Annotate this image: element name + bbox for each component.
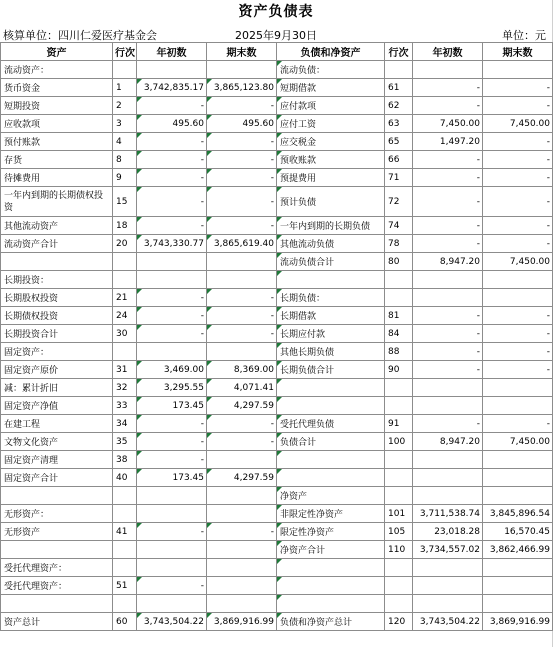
table-row xyxy=(1,379,553,397)
table-row xyxy=(1,271,553,289)
table-row xyxy=(1,595,553,613)
asset-closing xyxy=(207,577,277,595)
asset-opening: 173.45 xyxy=(137,397,207,415)
asset-closing: 8,369.00 xyxy=(207,361,277,379)
asset-closing xyxy=(207,595,277,613)
asset-item: 长期股权投资 xyxy=(1,289,113,307)
liability-item: 负债和净资产总计 xyxy=(277,613,385,631)
liability-opening xyxy=(413,397,483,415)
liability-line-no: 81 xyxy=(385,307,413,325)
header-row xyxy=(1,43,553,61)
liability-opening: 3,711,538.74 xyxy=(413,505,483,523)
header-assets: 资产 xyxy=(1,43,113,61)
asset-item: 受托代理资产： xyxy=(1,577,113,595)
org-label: 核算单位：四川仁爱医疗基金会 xyxy=(3,29,157,42)
asset-opening: - xyxy=(137,187,207,217)
liability-closing xyxy=(483,397,553,415)
asset-closing: 495.60 xyxy=(207,115,277,133)
liability-closing: - xyxy=(483,217,553,235)
liability-opening: 1,497.20 xyxy=(413,133,483,151)
asset-closing xyxy=(207,559,277,577)
sheet-meta xyxy=(0,24,552,42)
liability-item: 预计负债 xyxy=(277,187,385,217)
liability-line-no: 80 xyxy=(385,253,413,271)
asset-closing: 4,297.59 xyxy=(207,469,277,487)
liability-item: 受托代理负债 xyxy=(277,415,385,433)
asset-opening: - xyxy=(137,307,207,325)
liability-closing: 3,845,896.54 xyxy=(483,505,553,523)
table-row xyxy=(1,577,553,595)
liability-closing xyxy=(483,577,553,595)
liability-item: 应付工资 xyxy=(277,115,385,133)
asset-line-no: 21 xyxy=(113,289,137,307)
liability-item: 限定性净资产 xyxy=(277,523,385,541)
asset-item: 应收款项 xyxy=(1,115,113,133)
asset-closing: - xyxy=(207,187,277,217)
asset-line-no: 32 xyxy=(113,379,137,397)
liability-item: 预提费用 xyxy=(277,169,385,187)
asset-opening: - xyxy=(137,415,207,433)
liability-closing: 7,450.00 xyxy=(483,253,553,271)
liability-line-no xyxy=(385,595,413,613)
liability-opening: - xyxy=(413,361,483,379)
asset-opening: - xyxy=(137,289,207,307)
asset-item: 减：累计折旧 xyxy=(1,379,113,397)
table-row xyxy=(1,451,553,469)
liability-item: 长期负债： xyxy=(277,289,385,307)
liability-closing xyxy=(483,469,553,487)
liability-opening: 7,450.00 xyxy=(413,115,483,133)
liability-closing: 16,570.45 xyxy=(483,523,553,541)
asset-item: 受托代理资产： xyxy=(1,559,113,577)
table-row xyxy=(1,61,553,79)
liability-closing: - xyxy=(483,307,553,325)
asset-item: 其他流动资产 xyxy=(1,217,113,235)
liability-closing xyxy=(483,451,553,469)
header-liabilities: 负债和净资产 xyxy=(277,43,385,61)
asset-line-no: 2 xyxy=(113,97,137,115)
liability-opening: - xyxy=(413,307,483,325)
liability-item: 长期应付款 xyxy=(277,325,385,343)
liability-line-no: 84 xyxy=(385,325,413,343)
asset-closing: 4,297.59 xyxy=(207,397,277,415)
asset-line-no: 40 xyxy=(113,469,137,487)
liability-opening: 3,743,504.22 xyxy=(413,613,483,631)
table-row xyxy=(1,307,553,325)
header-opening: 年初数 xyxy=(137,43,207,61)
liability-line-no: 71 xyxy=(385,169,413,187)
liability-closing xyxy=(483,559,553,577)
asset-line-no: 31 xyxy=(113,361,137,379)
asset-line-no: 20 xyxy=(113,235,137,253)
liability-opening: 23,018.28 xyxy=(413,523,483,541)
liability-closing: - xyxy=(483,79,553,97)
liability-opening: - xyxy=(413,151,483,169)
asset-opening: 3,742,835.17 xyxy=(137,79,207,97)
liability-opening: - xyxy=(413,217,483,235)
liability-line-no xyxy=(385,451,413,469)
asset-opening xyxy=(137,505,207,523)
liability-item: 流动负债合计 xyxy=(277,253,385,271)
liability-opening xyxy=(413,451,483,469)
liability-item: 其他长期负债 xyxy=(277,343,385,361)
asset-opening: - xyxy=(137,433,207,451)
asset-closing: - xyxy=(207,289,277,307)
report-date: 2025年9月30日 xyxy=(235,29,317,42)
asset-closing xyxy=(207,505,277,523)
asset-opening: - xyxy=(137,325,207,343)
liability-opening: - xyxy=(413,187,483,217)
asset-opening: - xyxy=(137,97,207,115)
liability-opening xyxy=(413,559,483,577)
liability-opening xyxy=(413,271,483,289)
liability-line-no xyxy=(385,397,413,415)
asset-item: 资产总计 xyxy=(1,613,113,631)
asset-line-no: 60 xyxy=(113,613,137,631)
table-row xyxy=(1,325,553,343)
table-row xyxy=(1,79,553,97)
asset-opening: 3,295.55 xyxy=(137,379,207,397)
asset-line-no: 33 xyxy=(113,397,137,415)
liability-closing: - xyxy=(483,133,553,151)
asset-line-no xyxy=(113,595,137,613)
asset-closing: 4,071.41 xyxy=(207,379,277,397)
liability-closing: - xyxy=(483,325,553,343)
liability-item: 一年内到期的长期负债 xyxy=(277,217,385,235)
asset-opening: 173.45 xyxy=(137,469,207,487)
asset-line-no: 51 xyxy=(113,577,137,595)
asset-closing xyxy=(207,253,277,271)
asset-closing: - xyxy=(207,169,277,187)
liability-opening xyxy=(413,577,483,595)
asset-line-no xyxy=(113,505,137,523)
asset-line-no: 8 xyxy=(113,151,137,169)
liability-item: 净资产 xyxy=(277,487,385,505)
asset-closing: - xyxy=(207,97,277,115)
liability-item: 流动负债： xyxy=(277,61,385,79)
liability-closing: - xyxy=(483,151,553,169)
liability-closing: - xyxy=(483,361,553,379)
liability-line-no xyxy=(385,487,413,505)
asset-item: 固定资产： xyxy=(1,343,113,361)
balance-table xyxy=(0,42,553,631)
header-closing: 期末数 xyxy=(207,43,277,61)
asset-item: 长期投资合计 xyxy=(1,325,113,343)
table-row xyxy=(1,433,553,451)
asset-line-no xyxy=(113,343,137,361)
asset-closing xyxy=(207,451,277,469)
liability-line-no: 91 xyxy=(385,415,413,433)
liability-line-no xyxy=(385,271,413,289)
liability-line-no: 78 xyxy=(385,235,413,253)
liability-line-no: 66 xyxy=(385,151,413,169)
liability-item: 短期借款 xyxy=(277,79,385,97)
table-body xyxy=(1,61,553,631)
table-row xyxy=(1,415,553,433)
liability-line-no: 88 xyxy=(385,343,413,361)
liability-item: 长期负债合计 xyxy=(277,361,385,379)
asset-closing: - xyxy=(207,307,277,325)
asset-item: 无形资产 xyxy=(1,523,113,541)
asset-closing: - xyxy=(207,415,277,433)
asset-opening xyxy=(137,61,207,79)
liability-line-no: 74 xyxy=(385,217,413,235)
table-row xyxy=(1,523,553,541)
asset-closing: - xyxy=(207,151,277,169)
asset-opening: 3,743,504.22 xyxy=(137,613,207,631)
asset-line-no: 34 xyxy=(113,415,137,433)
liability-line-no xyxy=(385,61,413,79)
asset-item: 文物文化资产 xyxy=(1,433,113,451)
liability-item: 非限定性净资产 xyxy=(277,505,385,523)
liability-closing xyxy=(483,271,553,289)
liability-line-no: 61 xyxy=(385,79,413,97)
liability-closing: - xyxy=(483,187,553,217)
asset-line-no: 41 xyxy=(113,523,137,541)
table-row xyxy=(1,169,553,187)
liability-closing xyxy=(483,379,553,397)
asset-line-no xyxy=(113,61,137,79)
liability-line-no: 90 xyxy=(385,361,413,379)
liability-item: 净资产合计 xyxy=(277,541,385,559)
asset-item: 长期投资： xyxy=(1,271,113,289)
asset-line-no: 15 xyxy=(113,187,137,217)
asset-closing: 3,865,619.40 xyxy=(207,235,277,253)
asset-closing xyxy=(207,271,277,289)
asset-line-no xyxy=(113,541,137,559)
table-row xyxy=(1,235,553,253)
asset-line-no: 3 xyxy=(113,115,137,133)
asset-item: 流动资产： xyxy=(1,61,113,79)
liability-item: 应付款项 xyxy=(277,97,385,115)
asset-closing xyxy=(207,61,277,79)
header-closing-right: 期末数 xyxy=(483,43,553,61)
liability-opening: - xyxy=(413,79,483,97)
liability-opening: - xyxy=(413,343,483,361)
liability-item xyxy=(277,559,385,577)
table-row xyxy=(1,613,553,631)
liability-line-no: 65 xyxy=(385,133,413,151)
asset-opening xyxy=(137,541,207,559)
table-row xyxy=(1,217,553,235)
liability-item xyxy=(277,469,385,487)
table-row xyxy=(1,253,553,271)
asset-closing: - xyxy=(207,523,277,541)
asset-item: 预付账款 xyxy=(1,133,113,151)
liability-line-no xyxy=(385,379,413,397)
table-row xyxy=(1,505,553,523)
asset-item: 短期投资 xyxy=(1,97,113,115)
asset-line-no xyxy=(113,253,137,271)
asset-line-no: 4 xyxy=(113,133,137,151)
liability-line-no: 101 xyxy=(385,505,413,523)
asset-closing xyxy=(207,343,277,361)
liability-opening: 8,947.20 xyxy=(413,433,483,451)
asset-item: 固定资产原价 xyxy=(1,361,113,379)
liability-item: 负债合计 xyxy=(277,433,385,451)
liability-line-no: 110 xyxy=(385,541,413,559)
liability-line-no: 63 xyxy=(385,115,413,133)
asset-item: 固定资产合计 xyxy=(1,469,113,487)
table-row xyxy=(1,115,553,133)
table-row xyxy=(1,487,553,505)
liability-closing: 3,862,466.99 xyxy=(483,541,553,559)
asset-closing: - xyxy=(207,133,277,151)
asset-item xyxy=(1,541,113,559)
liability-opening xyxy=(413,61,483,79)
asset-line-no: 9 xyxy=(113,169,137,187)
asset-closing: - xyxy=(207,217,277,235)
table-row xyxy=(1,187,553,217)
table-row xyxy=(1,541,553,559)
asset-item: 存货 xyxy=(1,151,113,169)
asset-closing: 3,869,916.99 xyxy=(207,613,277,631)
asset-item: 长期债权投资 xyxy=(1,307,113,325)
liability-closing xyxy=(483,487,553,505)
liability-closing: - xyxy=(483,97,553,115)
liability-item xyxy=(277,595,385,613)
asset-opening xyxy=(137,595,207,613)
unit-label: 单位：元 xyxy=(502,29,546,42)
asset-item xyxy=(1,595,113,613)
asset-closing: 3,865,123.80 xyxy=(207,79,277,97)
asset-line-no: 24 xyxy=(113,307,137,325)
liability-opening xyxy=(413,289,483,307)
liability-line-no xyxy=(385,469,413,487)
asset-opening xyxy=(137,487,207,505)
liability-line-no xyxy=(385,577,413,595)
table-row xyxy=(1,397,553,415)
liability-opening xyxy=(413,595,483,613)
liability-opening: - xyxy=(413,415,483,433)
liability-opening: - xyxy=(413,235,483,253)
page-title: 资产负债表 xyxy=(238,4,314,20)
asset-closing: - xyxy=(207,325,277,343)
asset-opening: - xyxy=(137,169,207,187)
liability-opening xyxy=(413,379,483,397)
asset-opening: - xyxy=(137,151,207,169)
asset-opening: - xyxy=(137,577,207,595)
liability-closing: - xyxy=(483,235,553,253)
asset-item: 一年内到期的长期债权投资 xyxy=(1,187,113,217)
liability-closing: - xyxy=(483,415,553,433)
liability-line-no xyxy=(385,559,413,577)
asset-line-no: 18 xyxy=(113,217,137,235)
liability-closing xyxy=(483,61,553,79)
table-row xyxy=(1,469,553,487)
asset-line-no: 35 xyxy=(113,433,137,451)
asset-opening: 3,743,330.77 xyxy=(137,235,207,253)
header-opening-right: 年初数 xyxy=(413,43,483,61)
asset-line-no xyxy=(113,271,137,289)
table-row xyxy=(1,289,553,307)
asset-closing xyxy=(207,541,277,559)
asset-opening: - xyxy=(137,133,207,151)
table-row xyxy=(1,361,553,379)
asset-opening xyxy=(137,343,207,361)
header-line-no-right: 行次 xyxy=(385,43,413,61)
liability-closing xyxy=(483,289,553,307)
liability-item: 预收账款 xyxy=(277,151,385,169)
liability-item xyxy=(277,271,385,289)
asset-item: 固定资产净值 xyxy=(1,397,113,415)
liability-line-no: 62 xyxy=(385,97,413,115)
liability-opening: - xyxy=(413,325,483,343)
liability-item xyxy=(277,451,385,469)
liability-opening: 3,734,557.02 xyxy=(413,541,483,559)
liability-opening: - xyxy=(413,169,483,187)
liability-closing: 7,450.00 xyxy=(483,433,553,451)
asset-item xyxy=(1,253,113,271)
asset-line-no xyxy=(113,559,137,577)
table-row xyxy=(1,151,553,169)
table-row xyxy=(1,97,553,115)
liability-closing xyxy=(483,595,553,613)
header-line-no: 行次 xyxy=(113,43,137,61)
liability-item xyxy=(277,577,385,595)
liability-item xyxy=(277,379,385,397)
liability-line-no: 120 xyxy=(385,613,413,631)
liability-closing: 7,450.00 xyxy=(483,115,553,133)
asset-opening: - xyxy=(137,451,207,469)
liability-item xyxy=(277,397,385,415)
liability-item: 长期借款 xyxy=(277,307,385,325)
asset-item: 货币资金 xyxy=(1,79,113,97)
asset-item: 流动资产合计 xyxy=(1,235,113,253)
asset-closing: - xyxy=(207,433,277,451)
liability-line-no xyxy=(385,289,413,307)
asset-opening xyxy=(137,253,207,271)
asset-opening: 495.60 xyxy=(137,115,207,133)
table-row xyxy=(1,343,553,361)
asset-line-no: 38 xyxy=(113,451,137,469)
liability-opening xyxy=(413,487,483,505)
liability-opening: 8,947.20 xyxy=(413,253,483,271)
asset-line-no: 30 xyxy=(113,325,137,343)
liability-line-no: 100 xyxy=(385,433,413,451)
asset-item: 在建工程 xyxy=(1,415,113,433)
table-row xyxy=(1,133,553,151)
liability-closing: - xyxy=(483,343,553,361)
asset-item: 无形资产： xyxy=(1,505,113,523)
liability-closing: - xyxy=(483,169,553,187)
asset-item: 固定资产清理 xyxy=(1,451,113,469)
asset-closing xyxy=(207,487,277,505)
liability-item: 应交税金 xyxy=(277,133,385,151)
asset-line-no: 1 xyxy=(113,79,137,97)
liability-line-no: 72 xyxy=(385,187,413,217)
asset-opening xyxy=(137,559,207,577)
liability-line-no: 105 xyxy=(385,523,413,541)
liability-opening xyxy=(413,469,483,487)
asset-opening: - xyxy=(137,523,207,541)
liability-item: 其他流动负债 xyxy=(277,235,385,253)
asset-item xyxy=(1,487,113,505)
liability-opening: - xyxy=(413,97,483,115)
asset-opening: - xyxy=(137,217,207,235)
table-row xyxy=(1,559,553,577)
asset-opening xyxy=(137,271,207,289)
asset-item: 待摊费用 xyxy=(1,169,113,187)
asset-line-no xyxy=(113,487,137,505)
asset-opening: 3,469.00 xyxy=(137,361,207,379)
liability-closing: 3,869,916.99 xyxy=(483,613,553,631)
